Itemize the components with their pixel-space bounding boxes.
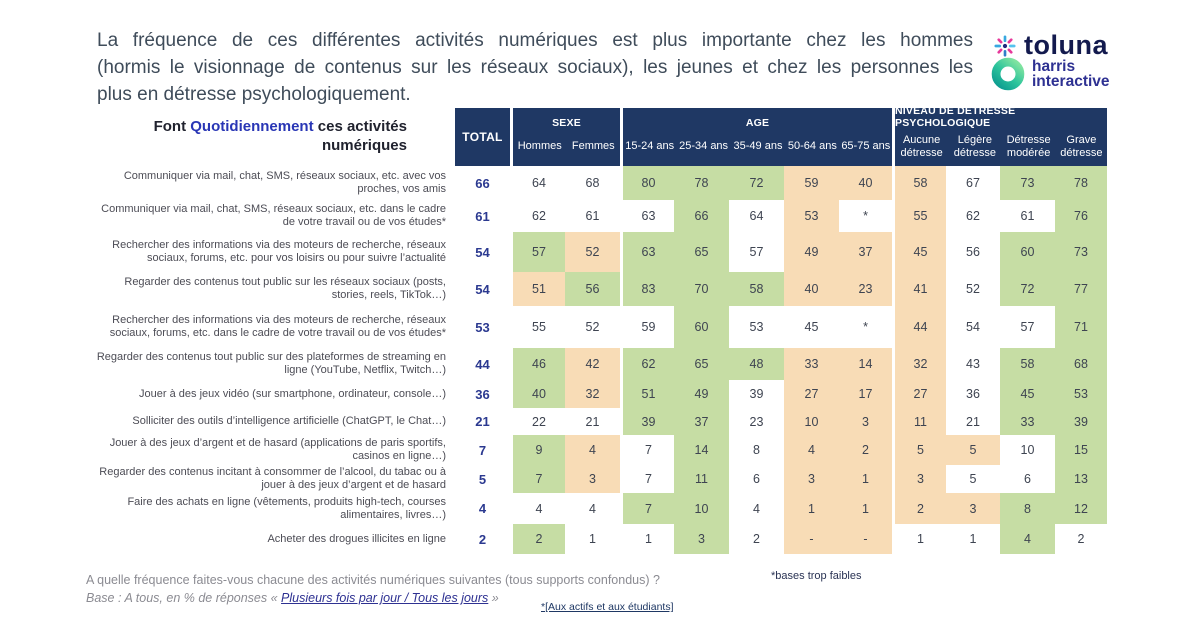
table-cell: 39 xyxy=(729,380,784,408)
table-row xyxy=(88,380,1107,408)
row-label: Acheter des drogues illicites en ligne xyxy=(267,532,446,545)
table-cell: 5 xyxy=(946,435,1000,465)
footnote-question: A quelle fréquence faites-vous chacune des activités numériques suivantes (tous supports confondus) ? xyxy=(86,573,660,587)
table-cell: 51 xyxy=(620,380,674,408)
table-cell: * xyxy=(839,200,892,232)
table-cell: 66 xyxy=(674,200,729,232)
table-cell: 45 xyxy=(1000,380,1055,408)
table-cell: 40 xyxy=(839,166,892,200)
table-cell: 76 xyxy=(1055,200,1107,232)
heading-suffix: ces activités numériques xyxy=(313,118,407,154)
table-cell: 1 xyxy=(839,465,892,493)
total-cell: 2 xyxy=(455,524,510,554)
footnote-base xyxy=(86,591,499,605)
total-cell: 7 xyxy=(455,435,510,465)
table-cell: 80 xyxy=(620,166,674,200)
table-cell: 3 xyxy=(565,465,620,493)
table-cell: 46 xyxy=(510,348,565,380)
row-label: Jouer à des jeux vidéo (sur smartphone, ordinateur, console…) xyxy=(139,387,446,400)
table-cell: 49 xyxy=(674,380,729,408)
table-cell: 56 xyxy=(565,272,620,306)
table-heading xyxy=(97,118,407,156)
table-cell: 33 xyxy=(1000,408,1055,435)
col-header: Aucune détresse xyxy=(900,134,943,159)
table-cell: 6 xyxy=(1000,465,1055,493)
title-line: La fréquence de ces différentes activités numériques est plus importante chez les hommes xyxy=(97,30,973,51)
table-cell: 5 xyxy=(946,465,1000,493)
table-cell: 40 xyxy=(510,380,565,408)
heading-prefix: Font xyxy=(153,118,191,136)
table-body xyxy=(88,166,1107,554)
total-cell: 44 xyxy=(455,348,510,380)
table-cell: 53 xyxy=(1055,380,1107,408)
table-cell: 1 xyxy=(565,524,620,554)
table-cell: 12 xyxy=(1055,493,1107,524)
table-cell: 3 xyxy=(784,465,839,493)
col-header: 50-64 ans xyxy=(787,140,837,153)
table-cell: 5 xyxy=(892,435,946,465)
table-cell: 60 xyxy=(1000,232,1055,272)
table-cell: 45 xyxy=(892,232,946,272)
title-line: plus en détresse psychologiquement. xyxy=(97,83,411,105)
row-label: Regarder des contenus tout public sur des plateformes de streaming en ligne (YouTube, Netflix, Twitch…) xyxy=(96,351,446,376)
table-cell: 63 xyxy=(620,232,674,272)
table-cell: 55 xyxy=(892,200,946,232)
table-cell: 77 xyxy=(1055,272,1107,306)
title-line: (hormis le visionnage de contenus sur les réseaux sociaux), les jeunes et chez les personnes les xyxy=(97,56,973,78)
table-cell: 59 xyxy=(784,166,839,200)
table-cell: 4 xyxy=(729,493,784,524)
table-cell: 14 xyxy=(674,435,729,465)
table-cell: 45 xyxy=(784,306,839,348)
table-cell: 17 xyxy=(839,380,892,408)
col-group-label: SEXE xyxy=(552,117,581,129)
table-cell: 73 xyxy=(1000,166,1055,200)
table-cell: 32 xyxy=(565,380,620,408)
table-cell: 4 xyxy=(565,493,620,524)
total-cell: 54 xyxy=(455,272,510,306)
table-cell: 10 xyxy=(784,408,839,435)
table-cell: 43 xyxy=(946,348,1000,380)
table-cell: 55 xyxy=(510,306,565,348)
row-label: Communiquer via mail, chat, SMS, réseaux sociaux, etc. dans le cadre de votre travail ou de vos études* xyxy=(101,203,446,228)
row-label: Regarder des contenus tout public sur les réseaux sociaux (posts, stories, reels, TikTok…) xyxy=(124,276,446,301)
row-label: Faire des achats en ligne (vêtements, produits high-tech, courses alimentaires, livres…) xyxy=(127,495,446,521)
col-header: 15-24 ans xyxy=(625,140,675,153)
table-cell: 3 xyxy=(946,493,1000,524)
table-cell: 40 xyxy=(784,272,839,306)
table-cell: 3 xyxy=(839,408,892,435)
table-cell: 60 xyxy=(674,306,729,348)
table-cell: 2 xyxy=(839,435,892,465)
table-cell: 4 xyxy=(784,435,839,465)
table-cell: 3 xyxy=(892,465,946,493)
table-row xyxy=(88,232,1107,272)
data-table xyxy=(88,105,1107,554)
table-cell: 61 xyxy=(565,200,620,232)
total-cell: 21 xyxy=(455,408,510,435)
table-cell: 32 xyxy=(892,348,946,380)
table-row xyxy=(88,166,1107,200)
table-cell: 51 xyxy=(510,272,565,306)
row-label: Rechercher des informations via des moteurs de recherche, réseaux sociaux, forums, etc. pour vos loisirs ou pour suivre l’actualité xyxy=(112,239,446,264)
col-header: Femmes xyxy=(571,140,615,153)
table-cell: 78 xyxy=(674,166,729,200)
table-cell: 63 xyxy=(620,200,674,232)
harris-wordmark xyxy=(1032,59,1110,89)
table-cell: 1 xyxy=(839,493,892,524)
table-cell: 62 xyxy=(620,348,674,380)
col-group xyxy=(620,108,892,166)
table-cell: 1 xyxy=(892,524,946,554)
table-cell: 57 xyxy=(729,232,784,272)
table-cell: 53 xyxy=(729,306,784,348)
table-row xyxy=(88,493,1107,524)
harris-word-1: harris xyxy=(1032,57,1076,75)
table-cell: 61 xyxy=(1000,200,1055,232)
harris-word-2: interactive xyxy=(1032,73,1110,90)
table-cell: 68 xyxy=(1055,348,1107,380)
table-cell: 71 xyxy=(1055,306,1107,348)
table-cell: 7 xyxy=(620,435,674,465)
table-cell: 1 xyxy=(784,493,839,524)
table-cell: 27 xyxy=(784,380,839,408)
table-cell: 68 xyxy=(565,166,620,200)
footnote-base-prefix: Base : A tous, en % de réponses « xyxy=(86,591,282,605)
table-cell: 67 xyxy=(946,166,1000,200)
col-header: 65-75 ans xyxy=(841,140,891,153)
table-cell: 59 xyxy=(620,306,674,348)
table-cell: 23 xyxy=(839,272,892,306)
table-cell: 39 xyxy=(1055,408,1107,435)
table-cell: 22 xyxy=(510,408,565,435)
table-cell: 11 xyxy=(892,408,946,435)
slide-title xyxy=(97,28,973,109)
table-heading-cell xyxy=(88,108,455,166)
table-cell: * xyxy=(839,306,892,348)
table-cell: 3 xyxy=(674,524,729,554)
table-cell: 58 xyxy=(729,272,784,306)
table-cell: - xyxy=(784,524,839,554)
table-cell: 2 xyxy=(729,524,784,554)
row-label: Regarder des contenus incitant à consommer de l’alcool, du tabac ou à jouer à des jeux d’argent et de hasard xyxy=(99,466,446,491)
table-cell: 8 xyxy=(729,435,784,465)
table-cell: 57 xyxy=(1000,306,1055,348)
row-label: Communiquer via mail, chat, SMS, réseaux sociaux, etc. avec vos proches, vos amis xyxy=(123,170,446,195)
row-label: Solliciter des outils d’intelligence artificielle (ChatGPT, le Chat…) xyxy=(132,415,446,428)
table-cell: 64 xyxy=(729,200,784,232)
table-cell: 83 xyxy=(620,272,674,306)
harris-ring-icon xyxy=(991,57,1025,91)
table-cell: 1 xyxy=(620,524,674,554)
total-cell: 54 xyxy=(455,232,510,272)
table-cell: 2 xyxy=(892,493,946,524)
table-cell: 44 xyxy=(892,306,946,348)
table-cell: 9 xyxy=(510,435,565,465)
col-group xyxy=(510,108,620,166)
table-cell: 42 xyxy=(565,348,620,380)
footnote-weak-bases: *bases trop faibles xyxy=(771,570,862,582)
table-cell: 78 xyxy=(1055,166,1107,200)
col-header: Légère détresse xyxy=(953,134,996,159)
table-cell: 36 xyxy=(946,380,1000,408)
table-row xyxy=(88,435,1107,465)
table-cell: 72 xyxy=(729,166,784,200)
col-header: Grave détresse xyxy=(1060,134,1103,159)
table-cell: 54 xyxy=(946,306,1000,348)
table-cell: 7 xyxy=(510,465,565,493)
total-cell: 66 xyxy=(455,166,510,200)
table-cell: 62 xyxy=(946,200,1000,232)
table-cell: 14 xyxy=(839,348,892,380)
row-label: Jouer à des jeux d’argent et de hasard (applications de paris sportifs, casinos en ligne…) xyxy=(109,437,446,462)
footnote-base-highlight: Plusieurs fois par jour / Tous les jours xyxy=(281,591,489,605)
table-cell: 10 xyxy=(1000,435,1055,465)
table-cell: 6 xyxy=(729,465,784,493)
table-row xyxy=(88,408,1107,435)
table-cell: 70 xyxy=(674,272,729,306)
table-cell: 57 xyxy=(510,232,565,272)
table-cell: 49 xyxy=(784,232,839,272)
table-cell: 37 xyxy=(839,232,892,272)
table-cell: 62 xyxy=(510,200,565,232)
total-cell: 36 xyxy=(455,380,510,408)
col-header: Détresse modérée xyxy=(1006,134,1051,159)
table-cell: 4 xyxy=(510,493,565,524)
table-cell: 72 xyxy=(1000,272,1055,306)
total-cell: 4 xyxy=(455,493,510,524)
table-cell: 15 xyxy=(1055,435,1107,465)
table-cell: 52 xyxy=(565,306,620,348)
heading-highlight: Quotidiennement xyxy=(190,118,314,136)
table-cell: 73 xyxy=(1055,232,1107,272)
table-cell: 48 xyxy=(729,348,784,380)
col-header: Hommes xyxy=(517,140,562,153)
table-cell: 8 xyxy=(1000,493,1055,524)
table-cell: 21 xyxy=(565,408,620,435)
toluna-star-icon xyxy=(994,35,1016,57)
table-cell: 65 xyxy=(674,232,729,272)
table-cell: 52 xyxy=(946,272,1000,306)
table-row xyxy=(88,524,1107,554)
table-cell: 52 xyxy=(565,232,620,272)
table-cell: 21 xyxy=(946,408,1000,435)
table-cell: 7 xyxy=(620,465,674,493)
total-cell: 61 xyxy=(455,200,510,232)
table-header xyxy=(88,105,1107,166)
col-group xyxy=(892,105,1107,166)
footnote-base-suffix: » xyxy=(488,591,499,605)
toluna-wordmark: toluna xyxy=(1024,30,1108,60)
table-cell: 2 xyxy=(1055,524,1107,554)
table-cell: 39 xyxy=(620,408,674,435)
row-label: Rechercher des informations via des moteurs de recherche, réseaux sociaux, forums, etc. dans le cadre de votre travail ou de vos études* xyxy=(109,314,446,339)
table-row xyxy=(88,348,1107,380)
table-cell: 13 xyxy=(1055,465,1107,493)
table-cell: 41 xyxy=(892,272,946,306)
table-cell: 1 xyxy=(946,524,1000,554)
table-cell: 11 xyxy=(674,465,729,493)
table-cell: 58 xyxy=(892,166,946,200)
table-cell: 2 xyxy=(510,524,565,554)
col-group-label: AGE xyxy=(745,117,770,129)
table-cell: 64 xyxy=(510,166,565,200)
table-row xyxy=(88,306,1107,348)
total-cell: 53 xyxy=(455,306,510,348)
footnote-actifs: *[Aux actifs et aux étudiants] xyxy=(541,601,674,613)
table-row xyxy=(88,272,1107,306)
table-cell: 56 xyxy=(946,232,1000,272)
table-cell: 37 xyxy=(674,408,729,435)
total-cell: 5 xyxy=(455,465,510,493)
table-cell: 4 xyxy=(565,435,620,465)
table-cell: 4 xyxy=(1000,524,1055,554)
table-cell: - xyxy=(839,524,892,554)
table-cell: 65 xyxy=(674,348,729,380)
table-cell: 33 xyxy=(784,348,839,380)
table-cell: 27 xyxy=(892,380,946,408)
table-cell: 58 xyxy=(1000,348,1055,380)
col-group-label: NIVEAU DE DETRESSE PSYCHOLOGIQUE xyxy=(895,105,1016,129)
table-row xyxy=(88,465,1107,493)
table-row xyxy=(88,200,1107,232)
col-header: 25-34 ans xyxy=(679,140,729,153)
table-cell: 10 xyxy=(674,493,729,524)
table-cell: 53 xyxy=(784,200,839,232)
table-cell: 23 xyxy=(729,408,784,435)
harris-interactive-logo xyxy=(991,57,1110,91)
table-cell: 7 xyxy=(620,493,674,524)
col-header-total: TOTAL xyxy=(455,108,510,166)
col-header: 35-49 ans xyxy=(733,140,783,153)
